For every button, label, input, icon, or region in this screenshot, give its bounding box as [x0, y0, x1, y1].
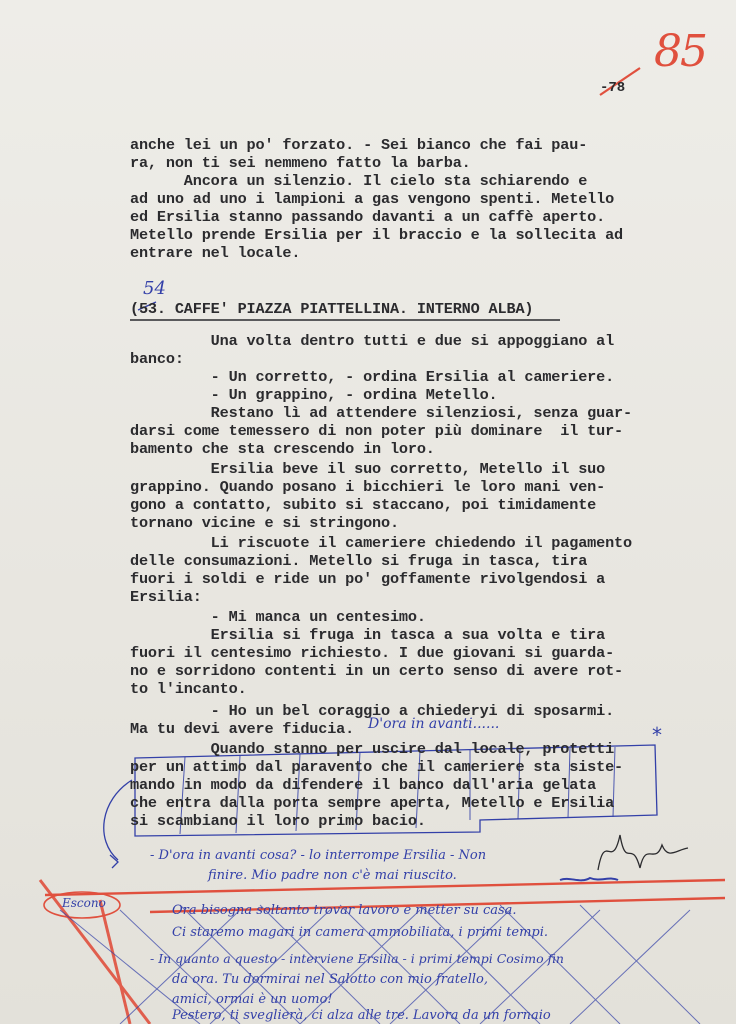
text-line: Una volta dentro tutti e due si appoggiano al — [130, 332, 615, 350]
handwritten-insert: D'ora in avanti...... — [368, 716, 500, 732]
text-line: delle consumazioni. Metello si fruga in tasca, tira — [130, 552, 588, 570]
handwritten-note: Pestero, ti sveglierà, ci alza alle tre. Lavora da un fornaio — [172, 1008, 551, 1023]
handwritten-note: Ci staremo magari in camera ammobiliata, i primi tempi. — [172, 925, 549, 940]
text-line: anche lei un po' forzato. - Sei bianco che fai pau- — [130, 136, 588, 154]
text-line: tornano vicine e si stringono. — [130, 514, 399, 532]
text-line: Quando stanno per uscire dal locale, protetti — [130, 740, 615, 758]
text-line: - Mi manca un centesimo. — [130, 608, 426, 626]
corrected-scene-number: 54 — [143, 278, 166, 299]
text-line: - Un corretto, - ordina Ersilia al cameriere. — [130, 368, 615, 386]
text-line: mando in modo da difendere il banco dall'aria gelata — [130, 776, 597, 794]
text-line: ad uno ad uno i lampioni a gas vengono spenti. Metello — [130, 190, 615, 208]
handwritten-note: da ora. Tu dormirai nel Salotto con mio fratello, — [172, 972, 488, 987]
text-line: Ersilia beve il suo corretto, Metello il suo — [130, 460, 606, 478]
text-line: - Ho un bel coraggio a chiederyi di sposarmi. — [130, 702, 615, 720]
text-line: ed Ersilia stanno passando davanti a un caffè aperto. — [130, 208, 606, 226]
text-line: si scambiano il loro primo bacio. — [130, 812, 426, 830]
handwritten-note: amici, ormai è un uomo! — [172, 992, 333, 1007]
text-line: banco: — [130, 350, 184, 368]
text-line: grappino. Quando posano i bicchieri le loro mani ven- — [130, 478, 606, 496]
handwritten-note: - D'ora in avanti cosa? - lo interrompe Ersilia - Non — [150, 848, 487, 863]
handwritten-note: Ora bisogna soltanto trovar lavoro e metter su casa. — [172, 903, 517, 918]
text-line: Ancora un silenzio. Il cielo sta schiarendo e — [130, 172, 588, 190]
text-line: Metello prende Ersilia per il braccio e la sollecita ad — [130, 226, 624, 244]
text-line: Li riscuote il cameriere chiedendo il pagamento — [130, 534, 632, 552]
text-line: no e sorridono contenti in un certo senso di avere rot- — [130, 662, 624, 680]
text-line: darsi come temessero di non poter più dominare il tur- — [130, 422, 624, 440]
text-line: Ma tu devi avere fiducia. — [130, 720, 355, 738]
handwritten-note: finire. Mio padre non c'è mai riuscito. — [208, 868, 457, 883]
typed-page-number: -78 — [600, 80, 626, 96]
text-line: gono a contatto, subito si staccano, poi timidamente — [130, 496, 597, 514]
svg-text:*: * — [652, 723, 662, 747]
text-line: fuori il centesimo richiesto. I due giovani si guarda- — [130, 644, 615, 662]
text-line: che entra dalla porta sempre aperta, Metello e Ersilia — [130, 794, 615, 812]
text-line: ra, non ti sei nemmeno fatto la barba. — [130, 154, 471, 172]
text-line: entrare nel locale. — [130, 244, 301, 262]
text-line: bamento che sta crescendo in loro. — [130, 440, 435, 458]
text-line: Ersilia: — [130, 588, 202, 606]
scene-heading: (53. CAFFE' PIAZZA PIATTELLINA. INTERNO ALBA) — [130, 300, 534, 318]
handwritten-page-number: 85 — [654, 26, 706, 77]
text-line: Ersilia si fruga in tasca a sua volta e tira — [130, 626, 606, 644]
margin-note: Escono — [62, 896, 106, 910]
text-line: fuori i soldi e ride un po' goffamente rivolgendosi a — [130, 570, 606, 588]
text-line: Restano lì ad attendere silenziosi, senza guar- — [130, 404, 632, 422]
text-line: per un attimo dal paravento che il cameriere sta siste- — [130, 758, 624, 776]
text-line: to l'incanto. — [130, 680, 247, 698]
handwritten-note: - In quanto a questo - interviene Ersilia - i primi tempi Cosimo fin — [150, 951, 564, 966]
text-line: - Un grappino, - ordina Metello. — [130, 386, 498, 404]
